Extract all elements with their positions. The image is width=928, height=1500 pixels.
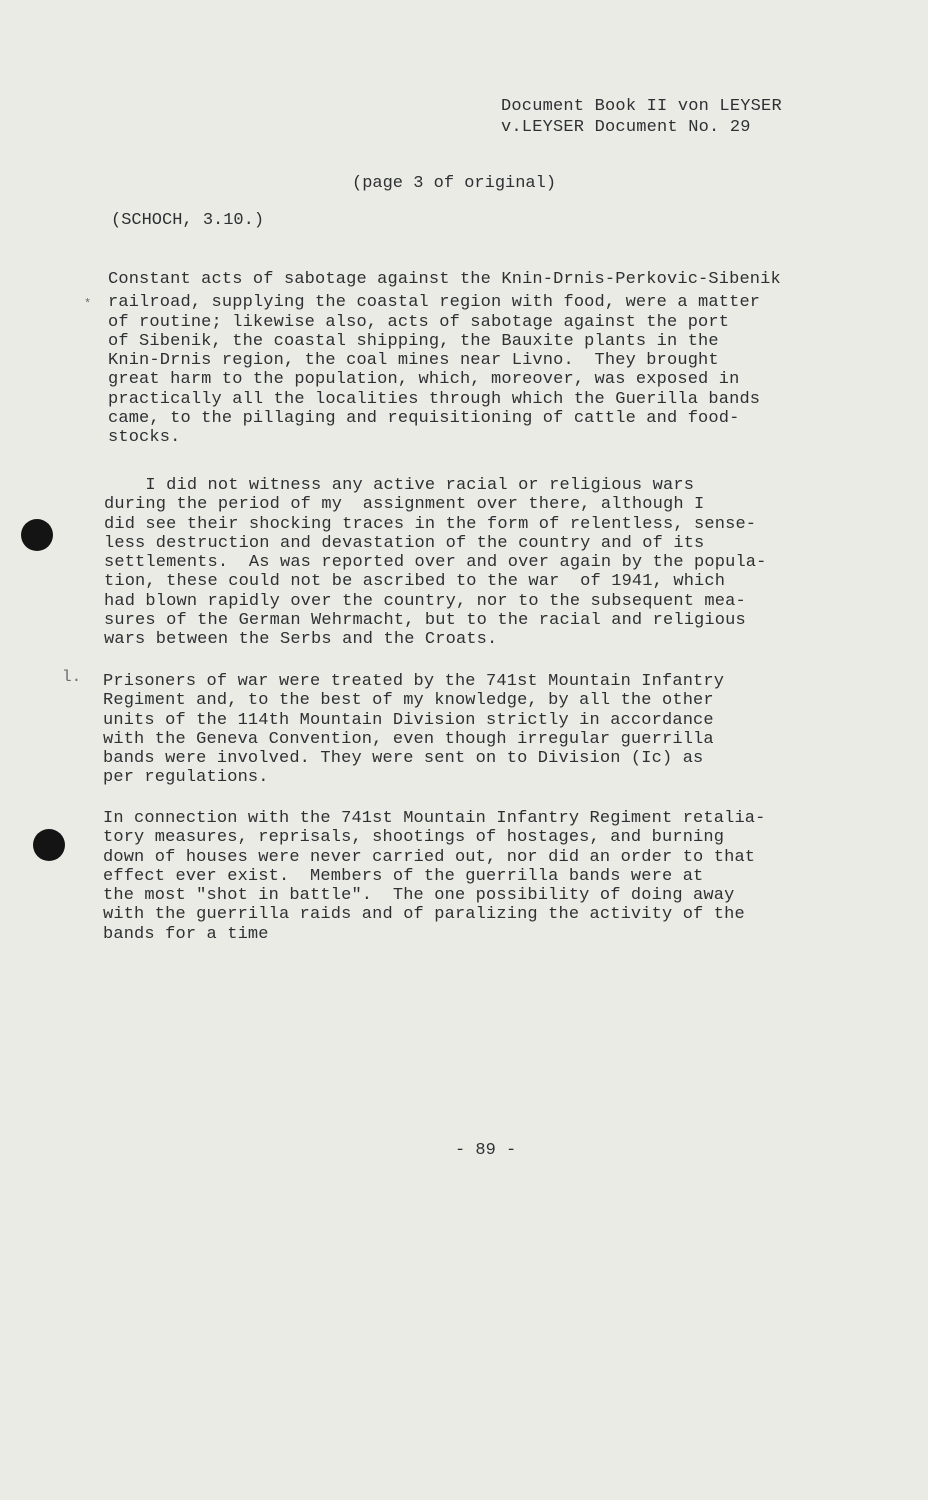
- punch-hole: [21, 519, 53, 551]
- paragraph-sabotage: [108, 270, 781, 448]
- punch-hole: [33, 829, 65, 861]
- margin-mark-asterisk: *: [84, 297, 92, 311]
- header-line-2: v.LEYSER Document No. 29: [501, 118, 751, 137]
- page-number: - 89 -: [455, 1141, 517, 1160]
- paragraph-sabotage-body: railroad, supplying the coastal region with food, were a matter of routine; likewise also, acts of sabotage against the port of Sibenik, the coastal shipping, the Bauxite plants in the Knin-Drnis region, the coal mines near Livno. They brought great harm to the population, which, moreover, was exposed in practically all the localities through which the Guerilla bands came, to the pillaging and requisitioning of cattle and food- stocks.: [108, 293, 761, 448]
- document-header: [501, 96, 782, 138]
- paragraph-racial-wars: I did not witness any active racial or religious wars during the period of my assignment over there, although I did see their shocking traces in the form of relentless, sense- less destruction and devastation of the country and of its settlements. As was reported over and over again by the popula- tion, these could not be ascribed to the war of 1941, which had blown rapidly over the country, nor to the subsequent mea- sures of the German Wehrmacht, but to the racial and religious wars between the Serbs and the Croats.: [104, 476, 767, 650]
- paragraph-retaliatory-measures: In connection with the 741st Mountain Infantry Regiment retalia- tory measures, reprisals, shootings of hostages, and burning down of houses were never carried out, nor did an order to that effect ever exist. Members of the guerrilla bands were at the most "shot in battle". The one possibility of doing away with the guerrilla raids and of paralizing the activity of the bands for a time: [103, 809, 766, 944]
- paragraph-prisoners-of-war: Prisoners of war were treated by the 741st Mountain Infantry Regiment and, to the best of my knowledge, by all the other units of the 114th Mountain Division strictly in accordance with the Geneva Convention, even though irregular guerrilla bands were involved. They were sent on to Division (Ic) as per regulations.: [103, 672, 725, 788]
- margin-mark-letter: l.: [62, 668, 82, 686]
- witness-reference: (SCHOCH, 3.10.): [111, 211, 265, 230]
- paragraph-sabotage-first-line: Constant acts of sabotage against the Knin-Drnis-Perkovic-Sibenik: [108, 270, 781, 289]
- header-line-1: Document Book II von LEYSER: [501, 97, 782, 116]
- original-page-reference: (page 3 of original): [352, 174, 557, 193]
